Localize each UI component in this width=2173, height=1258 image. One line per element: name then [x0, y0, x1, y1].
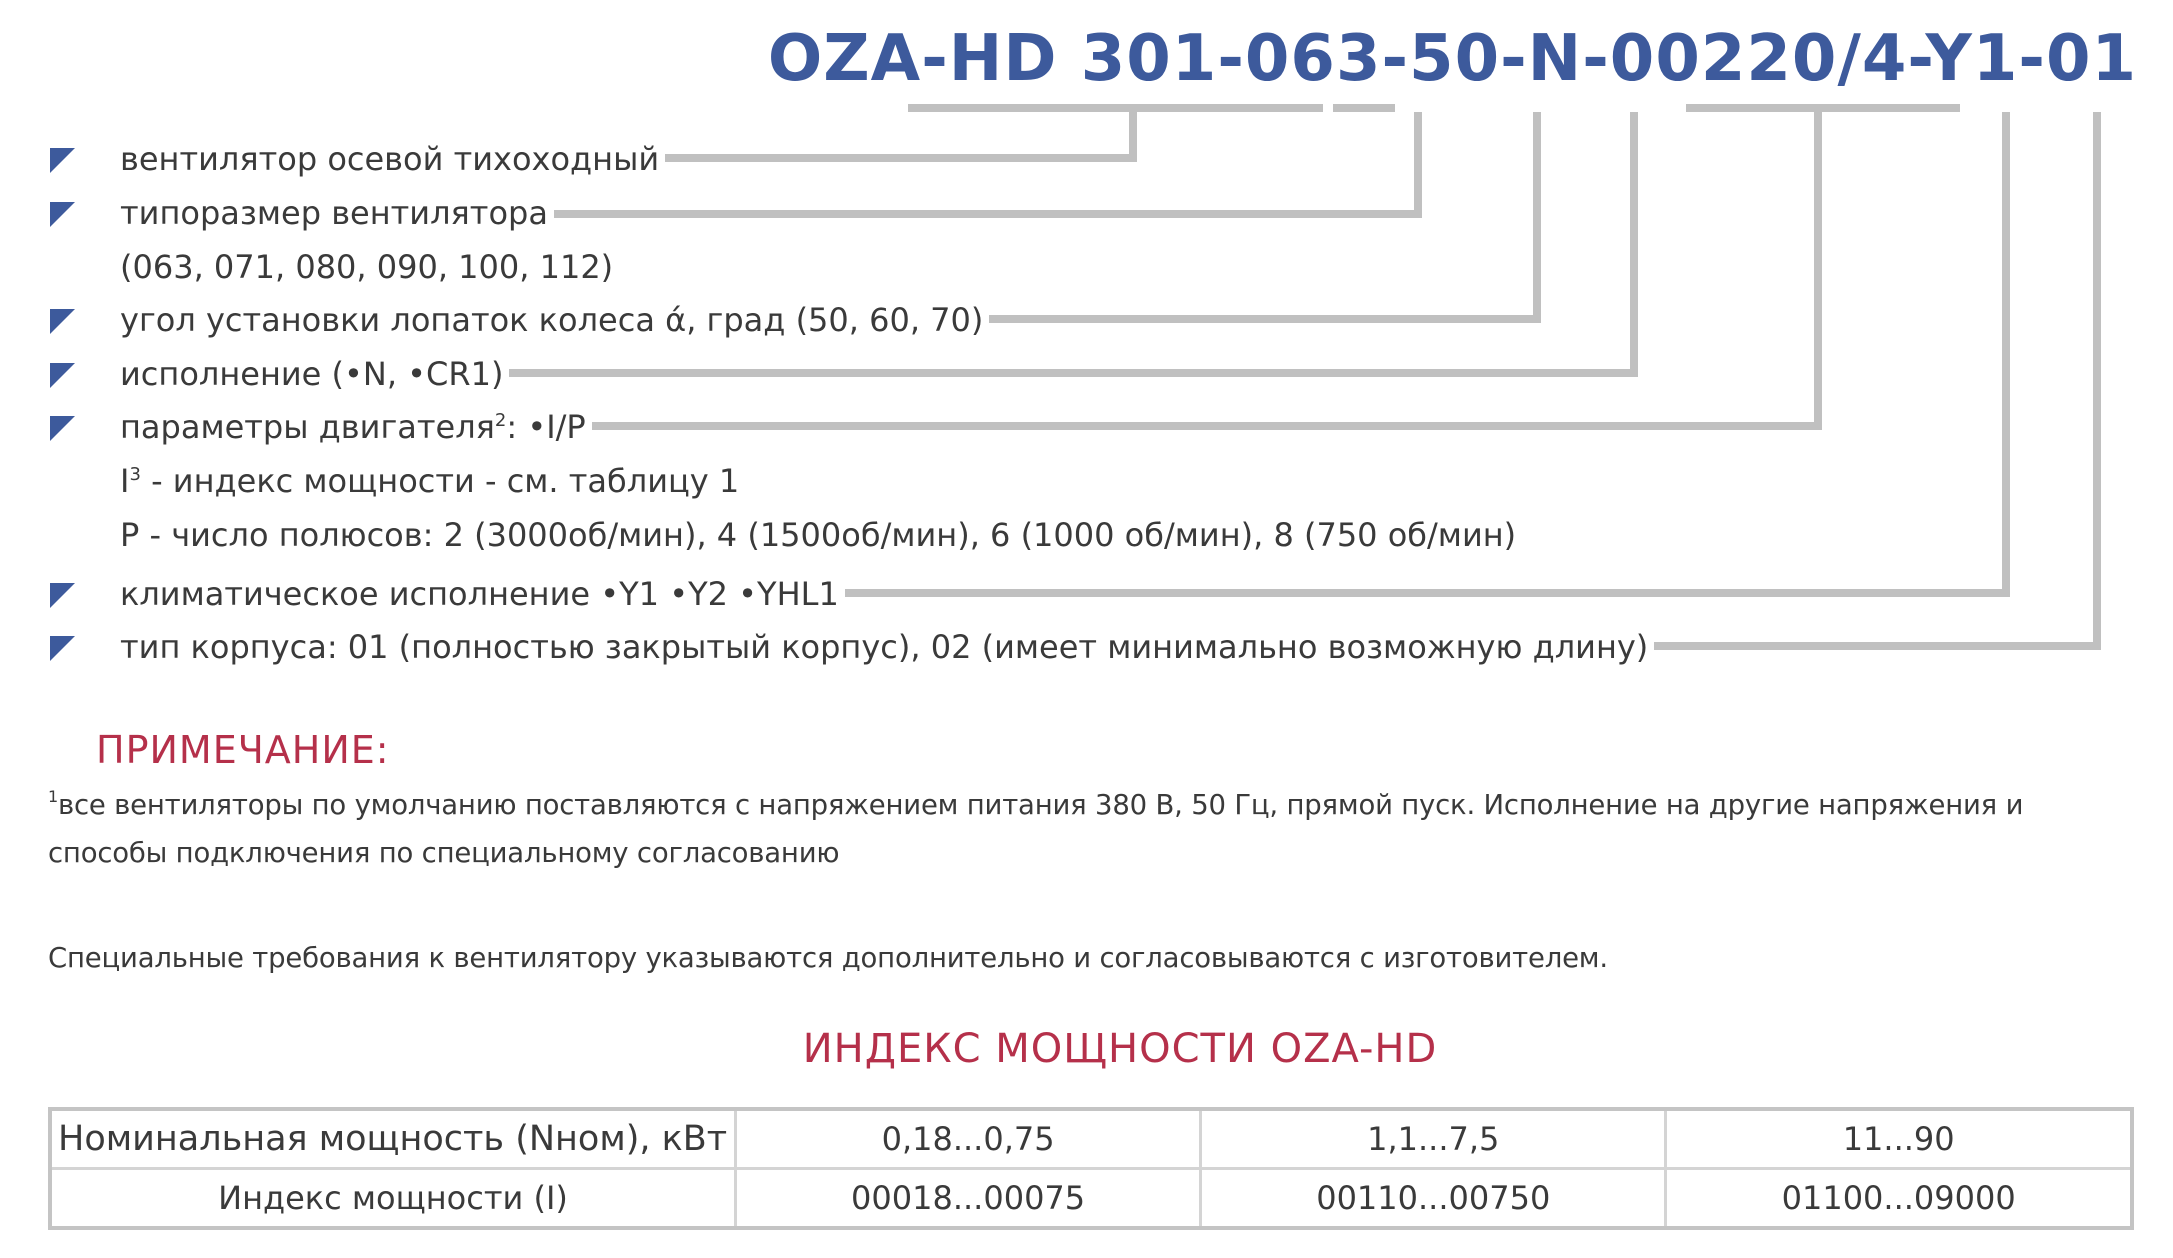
triangle-bullet-icon	[50, 309, 75, 334]
spec-item-label: параметры двигателя$^2$: •I/P	[120, 406, 592, 448]
footnote-marker: 1	[48, 787, 58, 806]
spec-item-label: P - число полюсов: 2 (3000об/мин), 4 (1500об/мин), 6 (1000 об/мин), 8 (750 об/мин)	[120, 514, 1522, 556]
spec-item-label: исполнение (•N, •CR1)	[120, 353, 509, 395]
table-cell: 01100...09000	[1666, 1169, 2132, 1229]
connector-line	[1585, 112, 2097, 646]
table-row-header: Номинальная мощность (Nном), кВт	[50, 1109, 736, 1169]
table-cell: 11...90	[1666, 1109, 2132, 1169]
triangle-bullet-icon	[50, 636, 75, 661]
power-index-table	[48, 1107, 2134, 1230]
spec-item-label: угол установки лопаток колеса ά, град (50, 60, 70)	[120, 299, 989, 341]
spec-item-label: вентилятор осевой тихоходный	[120, 138, 665, 180]
connector-line	[651, 108, 1133, 158]
spec-item-label: климатическое исполнение •Y1 •Y2 •YHL1	[120, 573, 845, 615]
spec-item-label: тип корпуса: 01 (полностью закрытый корпус), 02 (имеет минимально возможную длину)	[120, 626, 1654, 668]
connector-line	[540, 112, 1418, 214]
triangle-bullet-icon	[50, 148, 75, 173]
spec-item-label: типоразмер вентилятора	[120, 192, 554, 234]
triangle-bullet-icon	[50, 583, 75, 608]
note-special-requirements: Специальные требования к вентилятору указываются дополнительно и согласовываются с изготовителем.	[48, 942, 1608, 974]
triangle-bullet-icon	[50, 363, 75, 388]
table-title: ИНДЕКС МОЩНОСТИ OZA-HD	[802, 1026, 1438, 1072]
triangle-bullet-icon	[50, 202, 75, 227]
table-cell: 0,18...0,75	[736, 1109, 1201, 1169]
table-row	[50, 1169, 2132, 1229]
table-row-header: Индекс мощности (I)	[50, 1169, 736, 1229]
footnote-marker: 2	[494, 410, 507, 431]
model-code-title: OZA-HD 301-063-50-N-00220/4-Y1-01	[767, 22, 2137, 96]
footnote-marker: 3	[129, 464, 141, 485]
table-row	[50, 1109, 2132, 1169]
table-cell: 1,1...7,5	[1201, 1109, 1666, 1169]
note-heading: ПРИМЕЧАНИЕ:	[96, 728, 390, 772]
triangle-bullet-icon	[50, 416, 75, 441]
note-footnote: $^1$все вентиляторы по умолчанию поставляются с напряжением питания 380 В, 50 Гц, прямой пуск. Исполнение на другие напряжения и способы подключения по специальному согласованию	[48, 787, 2024, 869]
spec-item-label: (063, 071, 080, 090, 100, 112)	[120, 246, 619, 288]
table-cell: 00110...00750	[1201, 1169, 1666, 1229]
spec-item-label: $I^3$ - индекс мощности - см. таблицу 1	[120, 460, 745, 502]
table-cell: 00018...00075	[736, 1169, 1201, 1229]
